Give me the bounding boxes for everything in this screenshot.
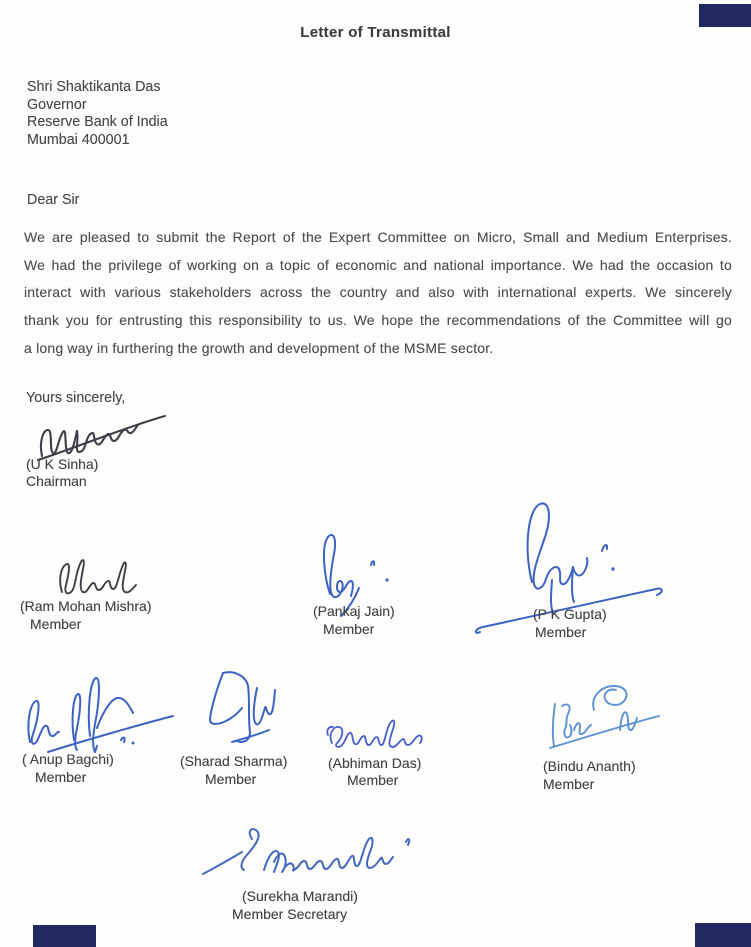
recipient-city: Mumbai 400001 — [27, 131, 130, 148]
recipient-organisation: Reserve Bank of India — [27, 114, 168, 131]
ink-stroke — [553, 704, 555, 746]
ink-dot — [385, 578, 388, 581]
ink-stroke — [546, 567, 573, 584]
signature-abhiman-das — [326, 717, 438, 757]
signature-bindu-ananth — [528, 678, 668, 754]
recipient-name: Shri Shaktikanta Das — [27, 79, 161, 95]
ink-stroke — [77, 425, 138, 452]
signatory-role-sharad-sharma: Member — [205, 771, 257, 787]
page-title: Letter of Transmittal — [300, 24, 451, 41]
signature-anup-bagchi — [16, 668, 181, 758]
ink-stroke — [602, 545, 607, 551]
ink-stroke — [121, 738, 125, 742]
signatory-role-p-k-gupta: Member — [535, 624, 587, 640]
ink-stroke — [562, 704, 572, 737]
ink-stroke — [293, 856, 357, 870]
signature-strokes — [210, 672, 275, 742]
signatory-name-anup-bagchi: ( Anup Bagchi) — [22, 751, 114, 767]
signatory-name-sharad-sharma: (Sharad Sharma) — [180, 753, 288, 769]
signatory-role-uk-sinha: Chairman — [26, 473, 87, 489]
signatory-role-abhiman-das: Member — [347, 772, 399, 788]
ink-stroke — [593, 686, 626, 710]
ink-stroke — [406, 839, 409, 845]
scan-mark-bottom-right — [695, 923, 751, 947]
body-line-3: interact with various stakeholders across the country and also with international experts. We sincerely — [24, 284, 732, 300]
ink-stroke — [242, 829, 259, 870]
signatory-name-ram-mohan-mishra: (Ram Mohan Mishra) — [20, 598, 152, 614]
signatory-role-ram-mohan-mishra: Member — [30, 616, 82, 632]
ink-stroke — [572, 567, 574, 602]
signature-strokes — [550, 686, 659, 748]
ink-stroke — [28, 701, 59, 744]
signatory-name-abhiman-das: (Abhiman Das) — [328, 755, 422, 771]
signatory-name-p-k-gupta: (P K Gupta) — [533, 606, 607, 622]
ink-dot — [611, 567, 614, 570]
ink-stroke — [371, 561, 374, 565]
signature-strokes — [203, 829, 409, 874]
recipient-designation: Governor — [27, 96, 87, 113]
signature-ram-mohan-mishra — [50, 556, 145, 601]
ink-dot — [132, 742, 135, 745]
ink-stroke — [331, 721, 422, 748]
salutation: Dear Sir — [27, 192, 80, 208]
body-line-1: We are pleased to submit the Report of the Expert Committee on Micro, Small and Medium Enterprises. — [24, 229, 732, 245]
body-line-2: We had the privilege of working on a topic of economic and national importance. We had the occasion to — [24, 257, 732, 273]
scan-mark-bottom-left — [33, 925, 96, 947]
ink-stroke — [264, 851, 279, 872]
ink-stroke — [210, 673, 242, 724]
signature-sharad-sharma — [202, 668, 280, 748]
signatory-role-pankaj-jain: Member — [323, 621, 375, 637]
ink-stroke — [574, 723, 591, 734]
signature-strokes — [327, 721, 421, 748]
ink-stroke — [48, 716, 173, 752]
ink-stroke — [357, 838, 393, 868]
signature-strokes — [28, 678, 173, 752]
ink-stroke — [89, 678, 99, 752]
ink-stroke — [97, 698, 133, 728]
ink-stroke — [223, 672, 250, 742]
signatory-name-uk-sinha: (U K Sinha) — [26, 456, 99, 472]
signature-strokes — [38, 416, 165, 460]
signatory-name-bindu-ananth: (Bindu Ananth) — [543, 758, 636, 774]
ink-stroke — [38, 416, 165, 460]
ink-stroke — [620, 712, 637, 730]
signatory-role-bindu-ananth: Member — [543, 776, 595, 792]
signatory-role-anup-bagchi: Member — [35, 769, 87, 785]
ink-stroke — [324, 535, 353, 597]
ink-stroke — [254, 688, 275, 724]
closing: Yours sincerely, — [26, 390, 126, 406]
ink-stroke — [203, 852, 242, 874]
ink-stroke — [573, 558, 587, 575]
signatory-name-pankaj-jain: (Pankaj Jain) — [313, 603, 395, 619]
signature-surekha-marandi — [198, 826, 418, 878]
ink-stroke — [528, 503, 549, 588]
ink-stroke — [60, 560, 136, 593]
signatory-role-surekha-marandi: Member Secretary — [232, 906, 348, 922]
body-line-5: a long way in furthering the growth and development of the MSME sector. — [24, 340, 494, 356]
signature-strokes — [60, 560, 136, 593]
signatory-name-surekha-marandi: (Surekha Marandi) — [242, 888, 358, 904]
body-line-4: thank you for entrusting this responsibility to us. We hope the recommendations of the Committee will go — [24, 312, 732, 328]
recipient-address — [27, 79, 168, 149]
